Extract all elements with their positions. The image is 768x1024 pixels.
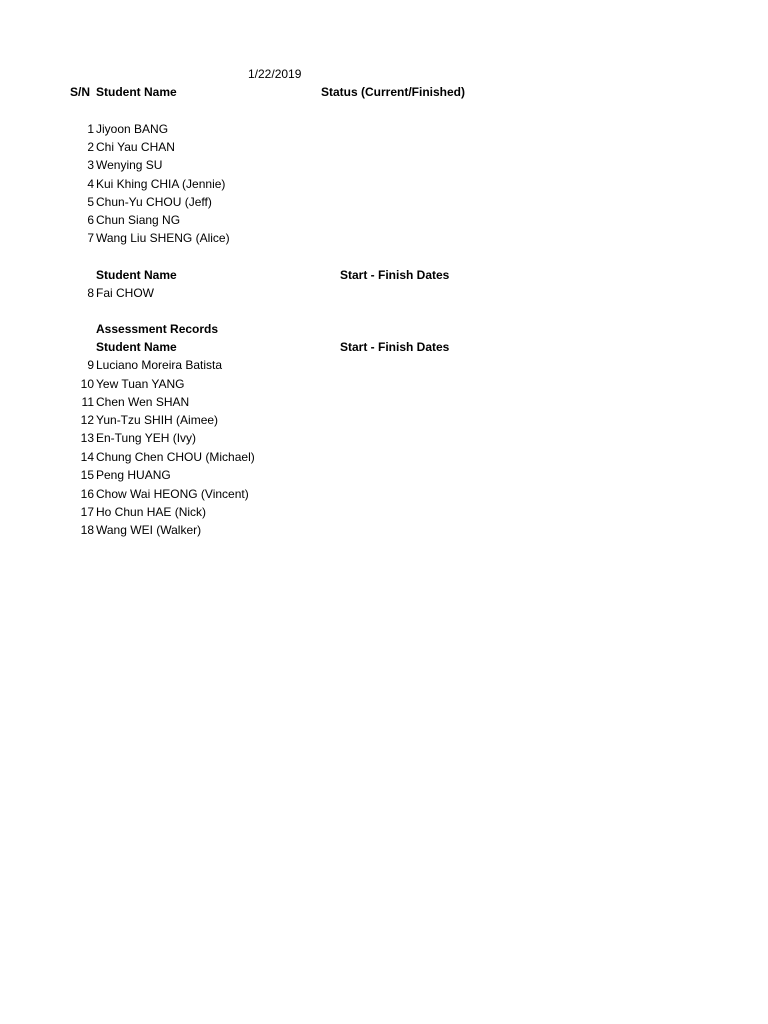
serial-number: 13 — [80, 431, 94, 445]
status-header: Status (Current/Finished) — [321, 85, 466, 99]
student-row — [0, 466, 768, 484]
student-name: En-Tung YEH (Ivy) — [96, 431, 197, 445]
student-row — [0, 485, 768, 503]
serial-number: 15 — [80, 468, 94, 482]
student-row — [0, 138, 768, 156]
section-header-row — [0, 338, 768, 356]
student-name: Kui Khing CHIA (Jennie) — [96, 177, 226, 191]
student-name: Yew Tuan YANG — [96, 377, 185, 391]
section-title-row — [0, 320, 768, 338]
student-row — [0, 284, 768, 302]
dates-header: Start - Finish Dates — [340, 268, 450, 282]
serial-number: 16 — [80, 487, 94, 501]
serial-number: 12 — [80, 413, 94, 427]
serial-number: 6 — [87, 213, 94, 227]
student-name: Chow Wai HEONG (Vincent) — [96, 487, 249, 501]
student-row — [0, 503, 768, 521]
student-name: Wenying SU — [96, 158, 163, 172]
student-row — [0, 211, 768, 229]
serial-number: 8 — [87, 286, 94, 300]
serial-number: 5 — [87, 195, 94, 209]
date-row — [0, 65, 768, 83]
student-name: Fai CHOW — [96, 286, 154, 300]
student-name: Chung Chen CHOU (Michael) — [96, 450, 255, 464]
student-name: Chi Yau CHAN — [96, 140, 175, 154]
student-name: Ho Chun HAE (Nick) — [96, 505, 207, 519]
dates-header: Start - Finish Dates — [340, 340, 450, 354]
student-name-header: Student Name — [96, 340, 177, 354]
serial-number: 11 — [81, 395, 94, 409]
section-title: Assessment Records — [96, 322, 219, 336]
sn-header: S/N — [70, 85, 91, 99]
serial-number: 10 — [80, 377, 94, 391]
student-row — [0, 193, 768, 211]
student-row — [0, 156, 768, 174]
student-row — [0, 229, 768, 247]
student-name: Yun-Tzu SHIH (Aimee) — [96, 413, 219, 427]
serial-number: 17 — [80, 505, 94, 519]
student-name: Chen Wen SHAN — [96, 395, 190, 409]
student-row — [0, 448, 768, 466]
serial-number: 4 — [87, 177, 94, 191]
student-name: Wang WEI (Walker) — [96, 523, 202, 537]
student-row — [0, 375, 768, 393]
student-row — [0, 521, 768, 539]
serial-number: 14 — [80, 450, 94, 464]
student-name: Peng HUANG — [96, 468, 171, 482]
student-name: Wang Liu SHENG (Alice) — [96, 231, 230, 245]
student-name: Chun Siang NG — [96, 213, 181, 227]
student-name: Luciano Moreira Batista — [96, 358, 223, 372]
student-name: Jiyoon BANG — [96, 122, 169, 136]
serial-number: 9 — [87, 358, 94, 372]
student-row — [0, 393, 768, 411]
serial-number: 18 — [80, 523, 94, 537]
serial-number: 2 — [87, 140, 94, 154]
student-name: Chun-Yu CHOU (Jeff) — [96, 195, 212, 209]
section-header-row — [0, 266, 768, 284]
serial-number: 3 — [87, 158, 94, 172]
student-row — [0, 429, 768, 447]
report-date: 1/22/2019 — [248, 67, 302, 81]
student-row — [0, 120, 768, 138]
student-name-header: Student Name — [96, 85, 177, 99]
student-row — [0, 356, 768, 374]
student-row — [0, 175, 768, 193]
serial-number: 7 — [87, 231, 94, 245]
serial-number: 1 — [87, 122, 94, 136]
student-row — [0, 411, 768, 429]
student-name-header: Student Name — [96, 268, 177, 282]
header-row — [0, 83, 768, 101]
